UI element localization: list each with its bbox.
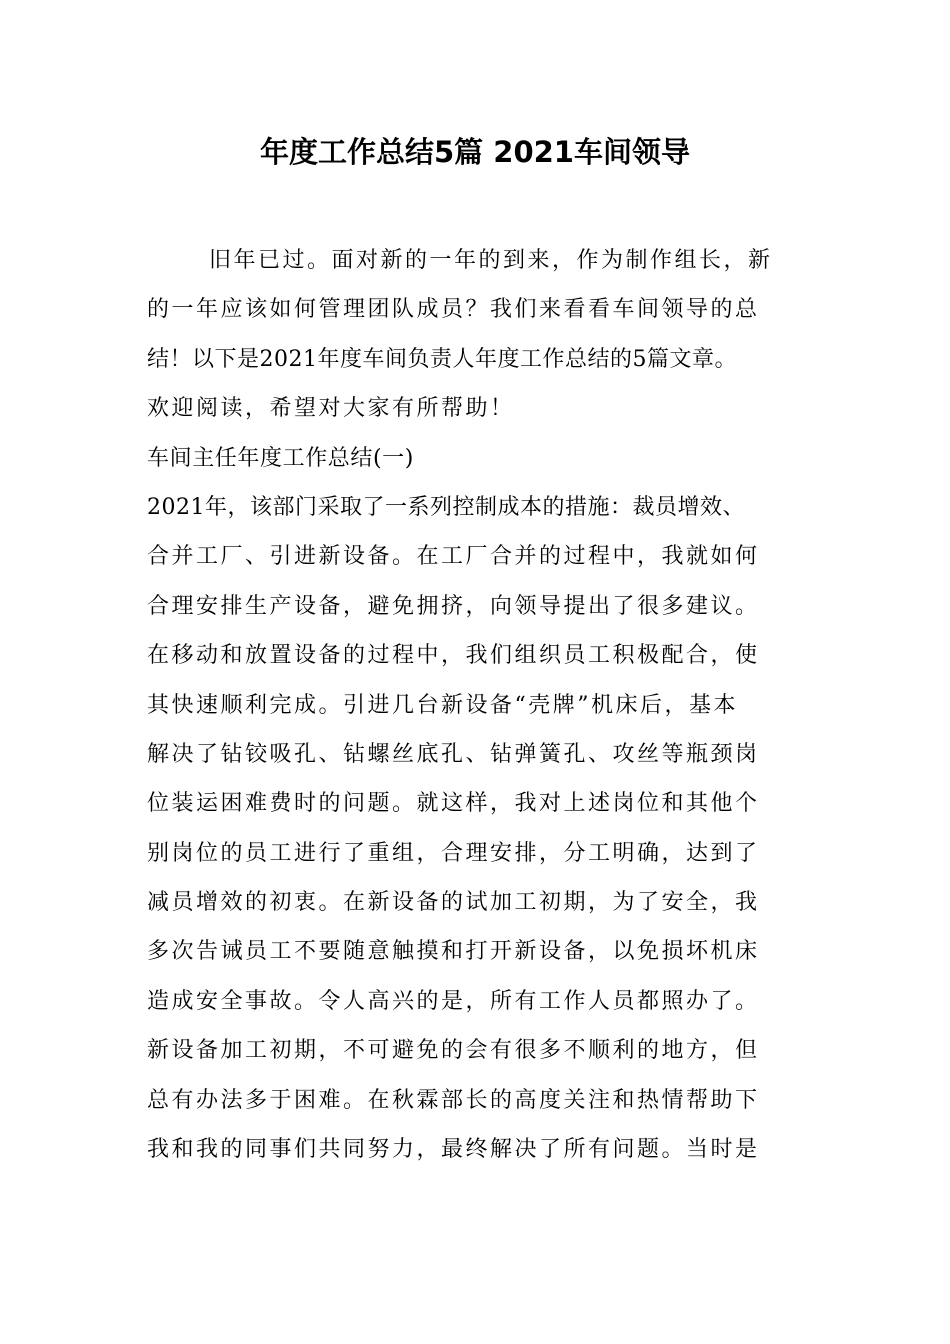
- paragraph-line: 总有办法多于困难。在秋霖部长的高度关注和热情帮助下: [147, 1087, 760, 1113]
- paragraph-line: 欢迎阅读，希望对大家有所帮助！: [147, 396, 515, 422]
- paragraph-line: 我和我的同事们共同努力，最终解决了所有问题。当时是: [147, 1137, 760, 1163]
- paragraph-line: 结！以下是2021年度车间负责人年度工作总结的5篇文章。: [147, 346, 737, 372]
- paragraph-line: 新设备加工初期，不可避免的会有很多不顺利的地方，但: [147, 1038, 760, 1064]
- document-body: [147, 236, 827, 1174]
- paragraph-line: 解决了钻铰吸孔、钻螺丝底孔、钻弹簧孔、攻丝等瓶颈岗: [147, 741, 760, 767]
- paragraph-line: 位装运困难费时的问题。就这样，我对上述岗位和其他个: [147, 791, 760, 817]
- document-title: 年度工作总结5篇 2021车间领导: [260, 135, 690, 169]
- paragraph-line: 合并工厂、引进新设备。在工厂合并的过程中，我就如何: [147, 544, 760, 570]
- section-heading: 车间主任年度工作总结(一): [147, 445, 414, 471]
- paragraph-line: 合理安排生产设备，避免拥挤，向领导提出了很多建议。: [147, 593, 760, 619]
- paragraph-line: 的一年应该如何管理团队成员？我们来看看车间领导的总: [147, 297, 760, 323]
- paragraph-line: 多次告诫员工不要随意触摸和打开新设备，以免损坏机床: [147, 939, 760, 965]
- paragraph-line: 减员增效的初衷。在新设备的试加工初期，为了安全，我: [147, 890, 760, 916]
- paragraph-line: 2021年，该部门采取了一系列控制成本的措施：裁员增效、: [147, 494, 745, 520]
- paragraph-line: 在移动和放置设备的过程中，我们组织员工积极配合，使: [147, 643, 760, 669]
- paragraph-line: 旧年已过。面对新的一年的到来，作为制作组长，新: [209, 248, 773, 273]
- paragraph-line: 其快速顺利完成。引进几台新设备“壳牌”机床后，基本: [147, 692, 738, 718]
- paragraph-line: 造成安全事故。令人高兴的是，所有工作人员都照办了。: [147, 988, 760, 1014]
- paragraph-line: 别岗位的员工进行了重组，合理安排，分工明确，达到了: [147, 840, 760, 866]
